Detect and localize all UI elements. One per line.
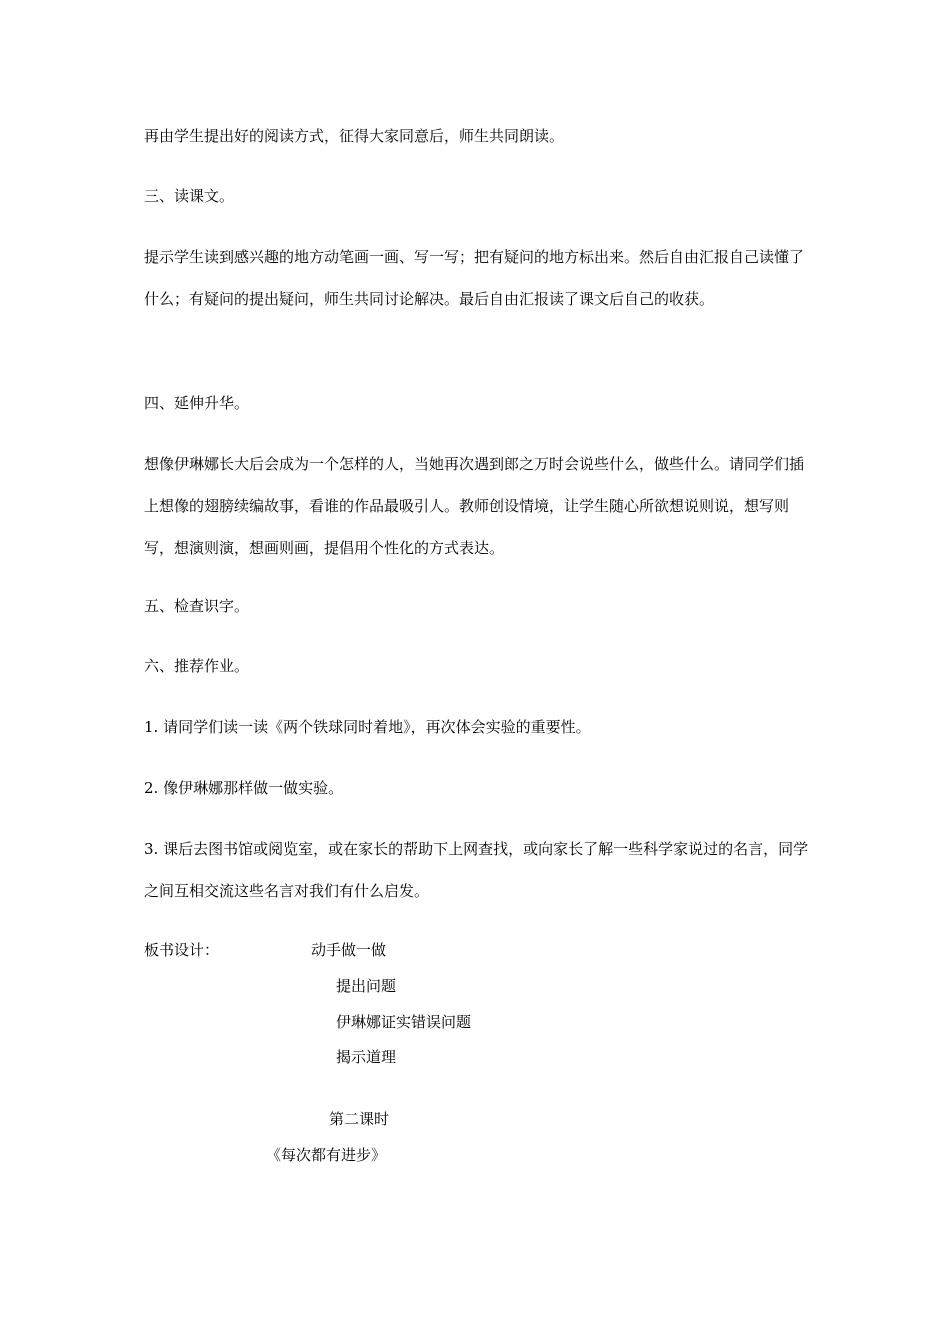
heading-check-literacy: 五、检查识字。 [144, 597, 250, 615]
board-design-label: 板书设计： [144, 941, 220, 959]
lesson-title: 《每次都有进步》 [266, 1146, 387, 1164]
board-item-2: 伊琳娜证实错误问题 [336, 1013, 472, 1031]
homework-item-2: 2. 像伊琳娜那样做一做实验。 [144, 779, 344, 797]
heading-homework: 六、推荐作业。 [144, 657, 250, 675]
heading-extension: 四、延伸升华。 [144, 394, 250, 412]
paragraph-extension: 想像伊琳娜长大后会成为一个怎样的人，当她再次遇到郎之万时会说些什么，做些什么。请同学们插上想像的翅膀续编故事，看谁的作品最吸引人。教师创设情境，让学生随心所欲想说则说，想写则写，想演则演，想画则画，提倡用个性化的方式表达。 [144, 455, 805, 557]
board-design-title: 动手做一做 [311, 941, 387, 959]
heading-read-text: 三、读课文。 [144, 187, 235, 205]
board-item-1: 提出问题 [336, 977, 397, 995]
paragraph-reading-method: 再由学生提出好的阅读方式，征得大家同意后，师生共同朗读。 [144, 127, 565, 145]
board-item-3: 揭示道理 [336, 1048, 397, 1066]
paragraph-read-instructions: 提示学生读到感兴趣的地方动笔画一画、写一写；把有疑问的地方标出来。然后自由汇报自己读懂了什么；有疑问的提出疑问，师生共同讨论解决。最后自由汇报读了课文后自己的收获。 [144, 248, 805, 308]
lesson-number: 第二课时 [329, 1110, 390, 1128]
homework-item-1: 1. 请同学们读一读《两个铁球同时着地》，再次体会实验的重要性。 [144, 718, 591, 736]
homework-item-3: 3. 课后去图书馆或阅览室，或在家长的帮助下上网查找，或向家长了解一些科学家说过的名言，同学之间互相交流这些名言对我们有什么启发。 [144, 840, 809, 900]
